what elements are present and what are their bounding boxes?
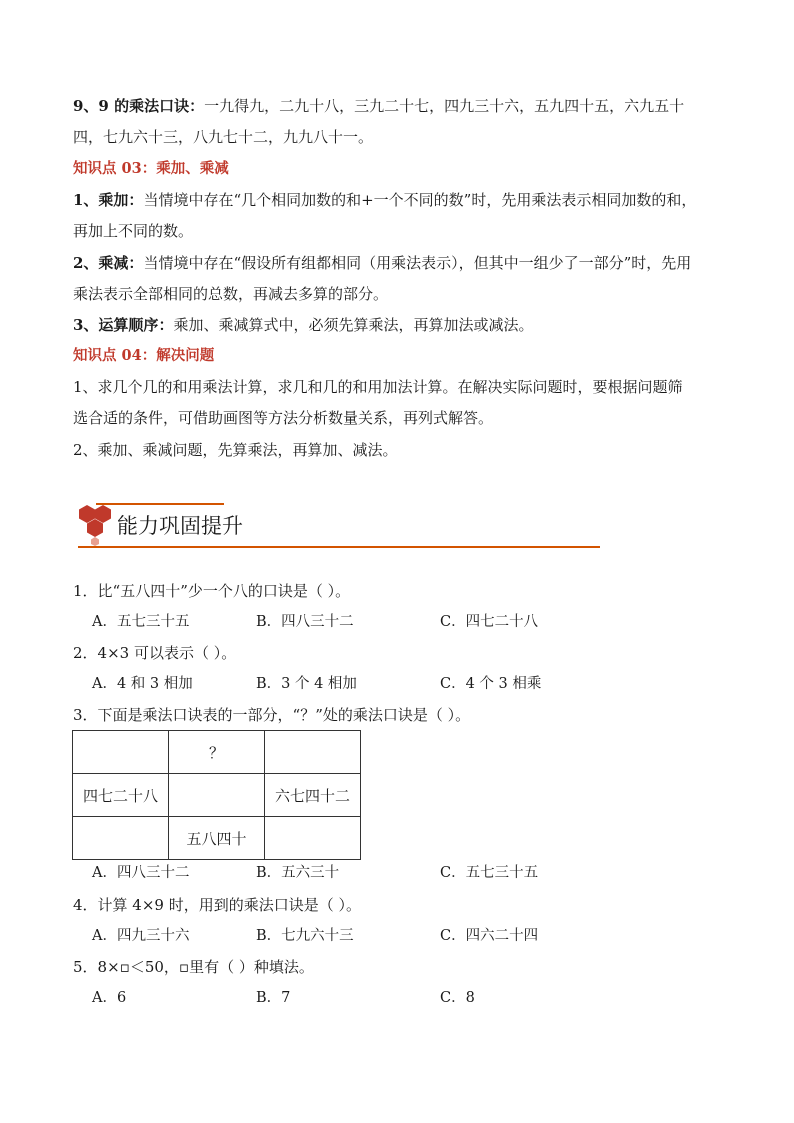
kp03-item2-label: 2、乘减：	[73, 254, 144, 272]
kp03-item1-line-1	[73, 190, 696, 210]
question-3-option-a[interactable]: A．四八三十二	[92, 865, 190, 881]
table-cell: 四七二十八	[73, 774, 169, 817]
table-cell	[73, 817, 169, 860]
kp03-item2-text: 当情境中存在“假设所有组都相同（用乘法表示），但其中一组少了一部分”时，先用	[143, 254, 692, 272]
question-3-option-b[interactable]: B．五六三十	[256, 865, 340, 881]
table-cell	[265, 731, 361, 774]
table-cell: 六七四十二	[265, 774, 361, 817]
question-4-option-b[interactable]: B．七九六十三	[256, 928, 354, 944]
kp03-item1-line-2: 再加上不同的数。	[73, 222, 194, 240]
section-title: 能力巩固提升	[117, 514, 243, 538]
hexagon-cluster-icon	[73, 502, 117, 546]
kp03-item2-line-1	[73, 253, 691, 273]
table-cell: 五八四十	[169, 817, 265, 860]
question-3-stem: 3．下面是乘法口诀表的一部分，“？”处的乘法口诀是（ ）。	[73, 706, 471, 724]
question-2-option-a[interactable]: A．4 和 3 相加	[92, 676, 193, 692]
kp04-item1-line-2: 选合适的条件，可借助画图等方法分析数量关系，再列式解答。	[73, 409, 494, 427]
table-cell	[265, 817, 361, 860]
rule9-text: 一九得九，二九十八，三九二十七，四九三十六，五九四十五，六九五十	[204, 97, 685, 115]
kp03-item2-line-2: 乘法表示全部相同的总数，再减去多算的部分。	[73, 285, 389, 303]
question-5-option-a[interactable]: A．6	[92, 990, 127, 1006]
question-5-option-c[interactable]: C．8	[440, 990, 475, 1006]
rule9-line-2: 四，七九六十三，八九七十二，九九八十一。	[73, 128, 374, 146]
question-5-option-b[interactable]: B．7	[256, 990, 291, 1006]
rule9-label: 9、9 的乘法口诀：	[73, 97, 205, 115]
kp03-item3-text: 乘加、乘减算式中，必须先算乘法，再算加法或减法。	[173, 316, 534, 334]
kp04-item2-line: 2、乘加、乘减问题，先算乘法，再算加、减法。	[73, 441, 398, 459]
table-cell-question-mark: ？	[169, 731, 265, 774]
table-cell	[169, 774, 265, 817]
question-5-stem: 5．8×▫＜50，▫里有（ ）种填法。	[73, 958, 314, 976]
table-cell	[73, 731, 169, 774]
question-2-option-c[interactable]: C．4 个 3 相乘	[440, 676, 542, 692]
kp04-item1-line-1: 1、求几个几的和用乘法计算，求几和几的和用加法计算。在解决实际问题时，要根据问题筛	[73, 378, 683, 396]
table-row	[73, 774, 361, 817]
question-1-option-b[interactable]: B．四八三十二	[256, 614, 354, 630]
kp03-item1-label: 1、乘加：	[73, 191, 144, 209]
kp04-title: 知识点 04：解决问题	[73, 347, 215, 364]
question-4-option-c[interactable]: C．四六二十四	[440, 928, 539, 944]
question-2-stem: 2．4×3 可以表示（ ）。	[73, 644, 237, 662]
kp03-item1-text: 当情境中存在“几个相同加数的和+一个不同的数”时，先用乘法表示相同加数的和，	[143, 191, 697, 209]
question-1-option-a[interactable]: A．五七三十五	[92, 614, 190, 630]
kp03-title: 知识点 03：乘加、乘减	[73, 160, 229, 177]
kp03-item3-label: 3、运算顺序：	[73, 316, 174, 334]
table-row	[73, 817, 361, 860]
multiplication-table-fragment	[72, 730, 361, 860]
kp03-item3-line	[73, 315, 533, 335]
section-header-bottom-rule	[78, 546, 600, 548]
question-1-stem: 1．比“五八四十”少一个八的口诀是（ ）。	[73, 582, 351, 600]
question-4-stem: 4．计算 4×9 时，用到的乘法口诀是（ ）。	[73, 896, 362, 914]
question-2-option-b[interactable]: B．3 个 4 相加	[256, 676, 357, 692]
question-3-option-c[interactable]: C．五七三十五	[440, 865, 539, 881]
table-row	[73, 731, 361, 774]
question-4-option-a[interactable]: A．四九三十六	[92, 928, 190, 944]
question-1-option-c[interactable]: C．四七二十八	[440, 614, 539, 630]
rule9-line-1	[73, 96, 684, 116]
